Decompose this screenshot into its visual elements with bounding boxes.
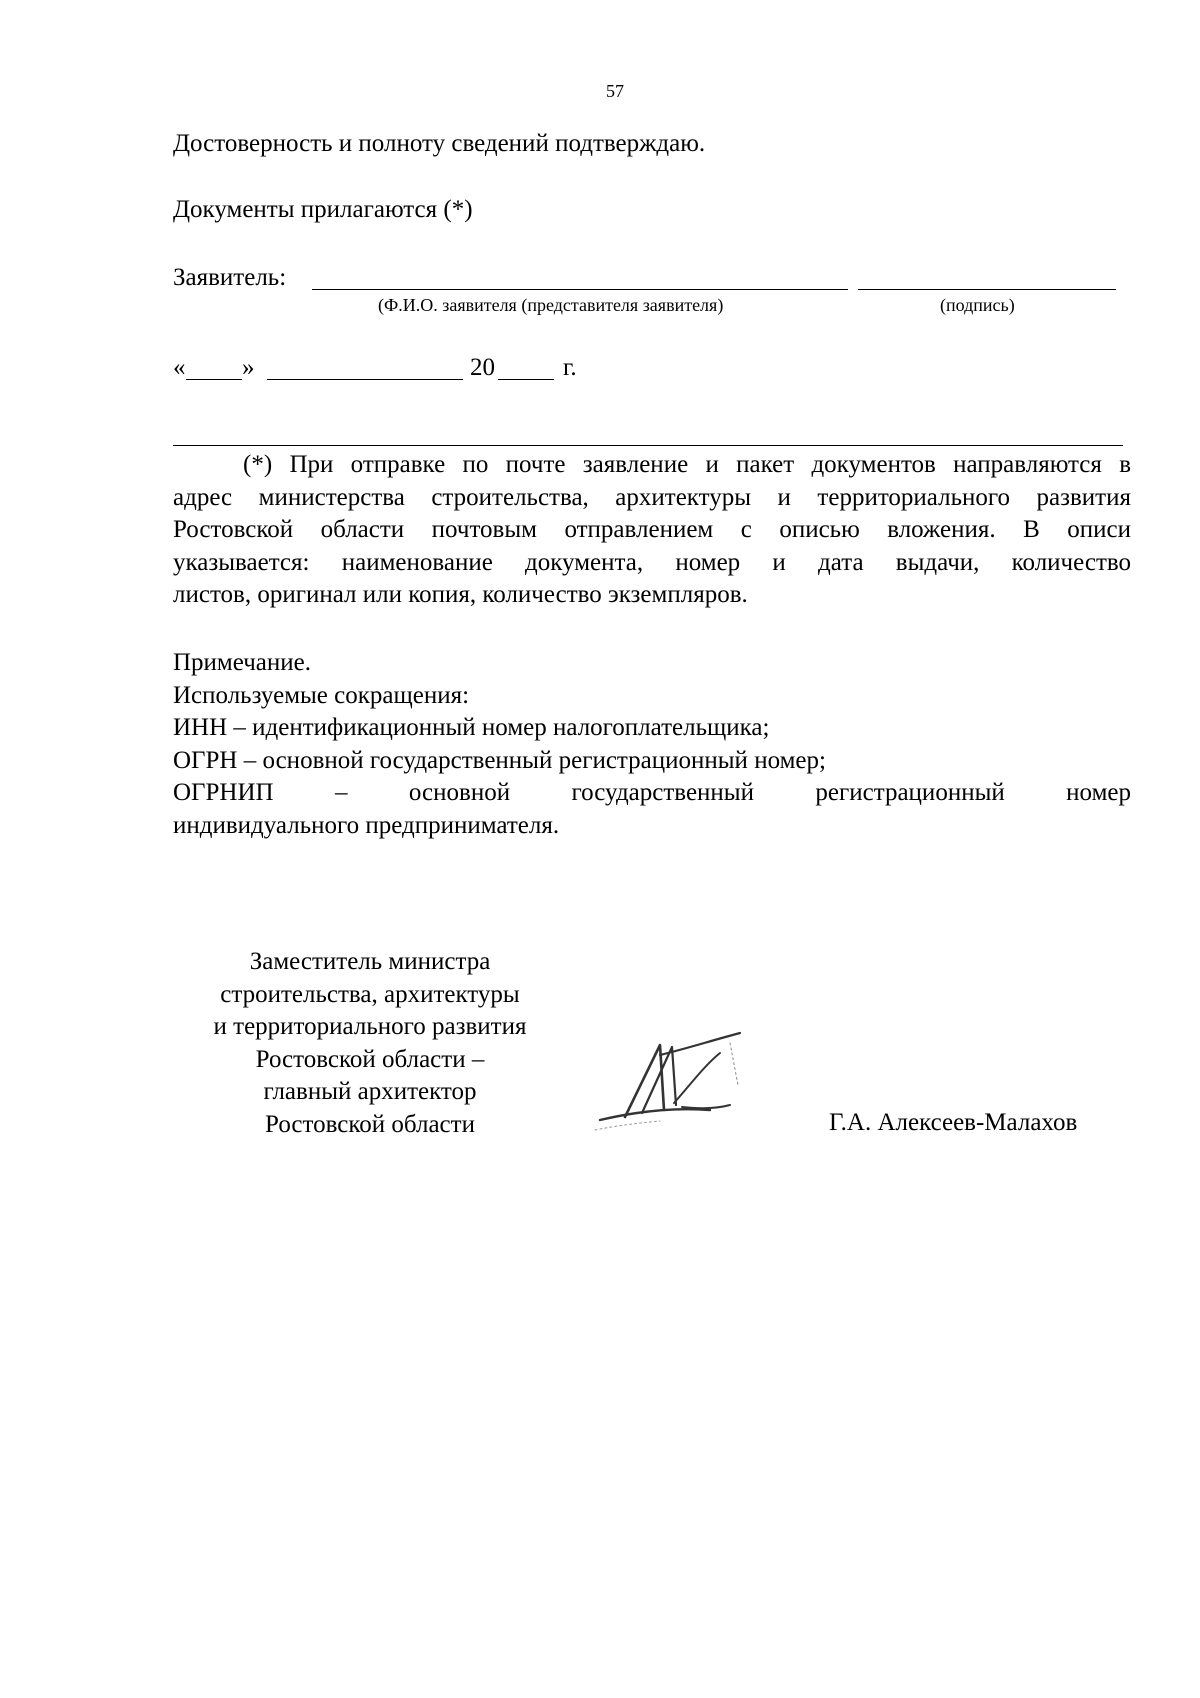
footnote-line-3: Ростовской области почтовым отправлением с описью вложения. В описи <box>173 516 1131 543</box>
signatory-position <box>180 946 560 1141</box>
notes-item-ogrnip: ОГРНИП – основной государственный регистрационный номер <box>173 779 1131 806</box>
signatory-position-line-4: Ростовской области – <box>255 1045 485 1073</box>
signatory-position-line-6: Ростовской области <box>265 1110 475 1138</box>
footnote-line-4: указывается: наименование документа, номер и дата выдачи, количество <box>173 548 1131 576</box>
date-year-suffix: г. <box>563 354 577 381</box>
signatory-position-line-3: и территориального развития <box>213 1013 527 1040</box>
date-close-quote: » <box>242 354 255 381</box>
signatory-position-line-1: Заместитель министра <box>249 948 491 975</box>
footnote-paragraph <box>173 449 1131 612</box>
handwritten-signature <box>590 1025 760 1135</box>
page-number: 57 <box>606 81 624 101</box>
notes-item-ogrn: ОГРН – основной государственный регистрационный номер; <box>173 746 826 774</box>
notes-title: Примечание. <box>173 649 312 676</box>
footnote-line-5: листов, оригинал или копия, количество экземпляров. <box>173 581 748 608</box>
date-open-quote: « <box>173 354 186 381</box>
date-day-line <box>186 379 242 380</box>
documents-attached-line: Документы прилагаются (*) <box>173 196 473 223</box>
footnote-line-2: адрес министерства строительства, архитектуры и территориального развития <box>173 483 1131 511</box>
notes-item-inn: ИНН – идентификационный номер налогоплательщика; <box>173 714 770 741</box>
footnote-separator <box>173 445 1123 446</box>
applicant-signature-caption: (подпись) <box>940 295 1015 315</box>
confirmation-line: Достоверность и полноту сведений подтверждаю. <box>173 130 706 157</box>
footnote-line-1: (*) При отправке по почте заявление и пакет документов направляются в <box>243 451 1131 478</box>
applicant-name-caption: (Ф.И.О. заявителя (представителя заявителя) <box>378 295 724 315</box>
notes-block <box>173 647 1131 842</box>
date-year-prefix: 20 <box>470 354 495 381</box>
applicant-signature-line <box>858 289 1116 290</box>
date-month-line <box>267 379 463 380</box>
notes-subtitle: Используемые сокращения: <box>173 681 470 709</box>
applicant-label: Заявитель: <box>173 264 287 291</box>
signatory-name: Г.А. Алексеев-Малахов <box>829 1109 1078 1136</box>
applicant-name-line <box>312 289 848 290</box>
date-year-line <box>498 379 554 380</box>
signatory-position-line-5: главный архитектор <box>263 1078 477 1105</box>
signatory-position-line-2: строительства, архитектуры <box>220 980 520 1008</box>
notes-item-ogrnip-cont: индивидуального предпринимателя. <box>173 811 560 839</box>
